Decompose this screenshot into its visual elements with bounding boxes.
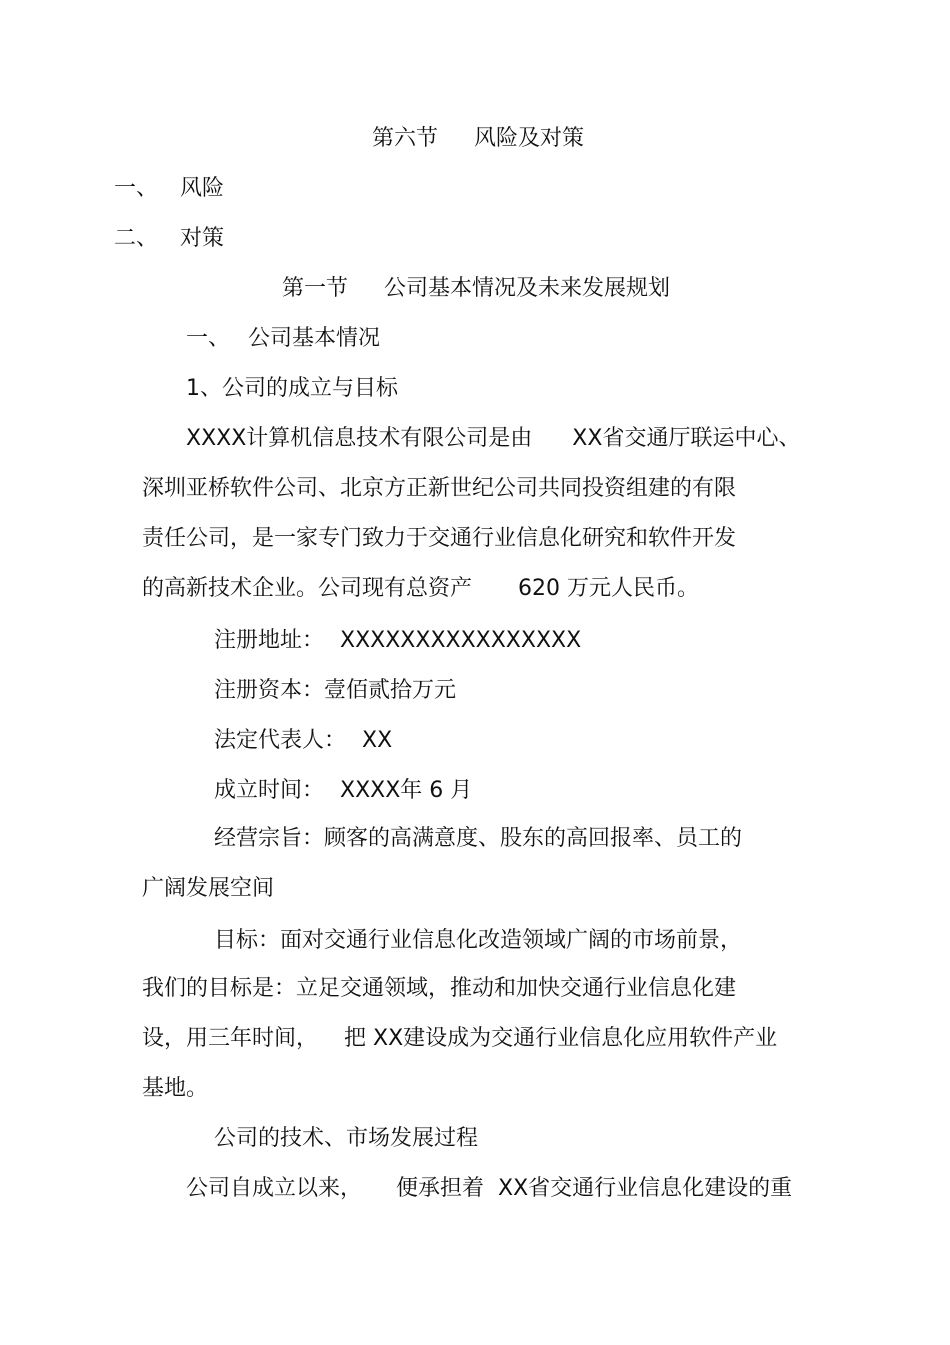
text-span: 620 万元人民币。 (518, 576, 700, 601)
list-item-risk (114, 174, 224, 204)
text-span: 设，用三年时间， (142, 1026, 319, 1051)
section-6-heading (372, 124, 584, 154)
text-span: 把 XX建设成为交通行业信息化应用软件产业 (344, 1026, 778, 1051)
goal-line-1: 目标：面对交通行业信息化改造领域广阔的市场前景， (214, 928, 743, 953)
text-span: XXXX计算机信息技术有限公司是由 (186, 426, 533, 451)
purpose-line-2: 广阔发展空间 (142, 876, 275, 901)
field-value: XX (362, 728, 393, 753)
process-heading: 公司的技术、市场发展过程 (214, 1126, 479, 1151)
list-marker: 一、 (186, 326, 231, 351)
process-line-1 (186, 1174, 792, 1204)
paragraph-1-line-1 (186, 424, 800, 454)
text-span: XX省交通行业信息化建设的重 (498, 1176, 793, 1201)
list-text: 对策 (180, 226, 225, 251)
paragraph-1-line-3: 责任公司，是一家专门致力于交通行业信息化研究和软件开发 (142, 526, 737, 551)
field-value: XXXXXXXXXXXXXXXX (340, 628, 582, 653)
list-marker: 一、 (114, 176, 159, 201)
list-item-countermeasure (114, 224, 224, 254)
field-label: 法定代表人： (214, 728, 347, 753)
paragraph-1-line-4 (142, 574, 699, 604)
section-number: 第一节 (282, 276, 349, 301)
goal-line-2: 我们的目标是：立足交通领域，推动和加快交通行业信息化建 (142, 976, 737, 1001)
list-text: 风险 (180, 176, 225, 201)
text-span: 便承担着 (396, 1176, 485, 1201)
text-span: XX省交通厅联运中心、 (572, 426, 801, 451)
section-number: 第六节 (372, 126, 439, 151)
section-title: 公司基本情况及未来发展规划 (384, 276, 671, 301)
field-label: 注册地址： (214, 628, 325, 653)
text-span: 的高新技术企业。公司现有总资产 (142, 576, 473, 601)
goal-line-4: 基地。 (142, 1076, 209, 1101)
field-value: XXXX年 6 月 (340, 778, 473, 803)
list-marker: 二、 (114, 226, 159, 251)
paragraph-1-line-2: 深圳亚桥软件公司、北京方正新世纪公司共同投资组建的有限 (142, 476, 737, 501)
info-founded (214, 776, 472, 806)
purpose-line-1: 经营宗旨：顾客的高满意度、股东的高回报率、员工的 (214, 826, 743, 851)
info-capital: 注册资本：壹佰贰拾万元 (214, 678, 457, 703)
info-representative (214, 726, 392, 756)
info-address (214, 626, 581, 656)
subheading-company-info (186, 324, 380, 354)
item-1-heading: 1、公司的成立与目标 (186, 376, 398, 401)
field-label: 成立时间： (214, 778, 325, 803)
subheading-text: 公司基本情况 (248, 326, 381, 351)
text-span: 公司自成立以来， (186, 1176, 363, 1201)
section-title: 风险及对策 (474, 126, 585, 151)
section-1-heading (282, 274, 670, 304)
goal-line-3 (142, 1024, 777, 1054)
